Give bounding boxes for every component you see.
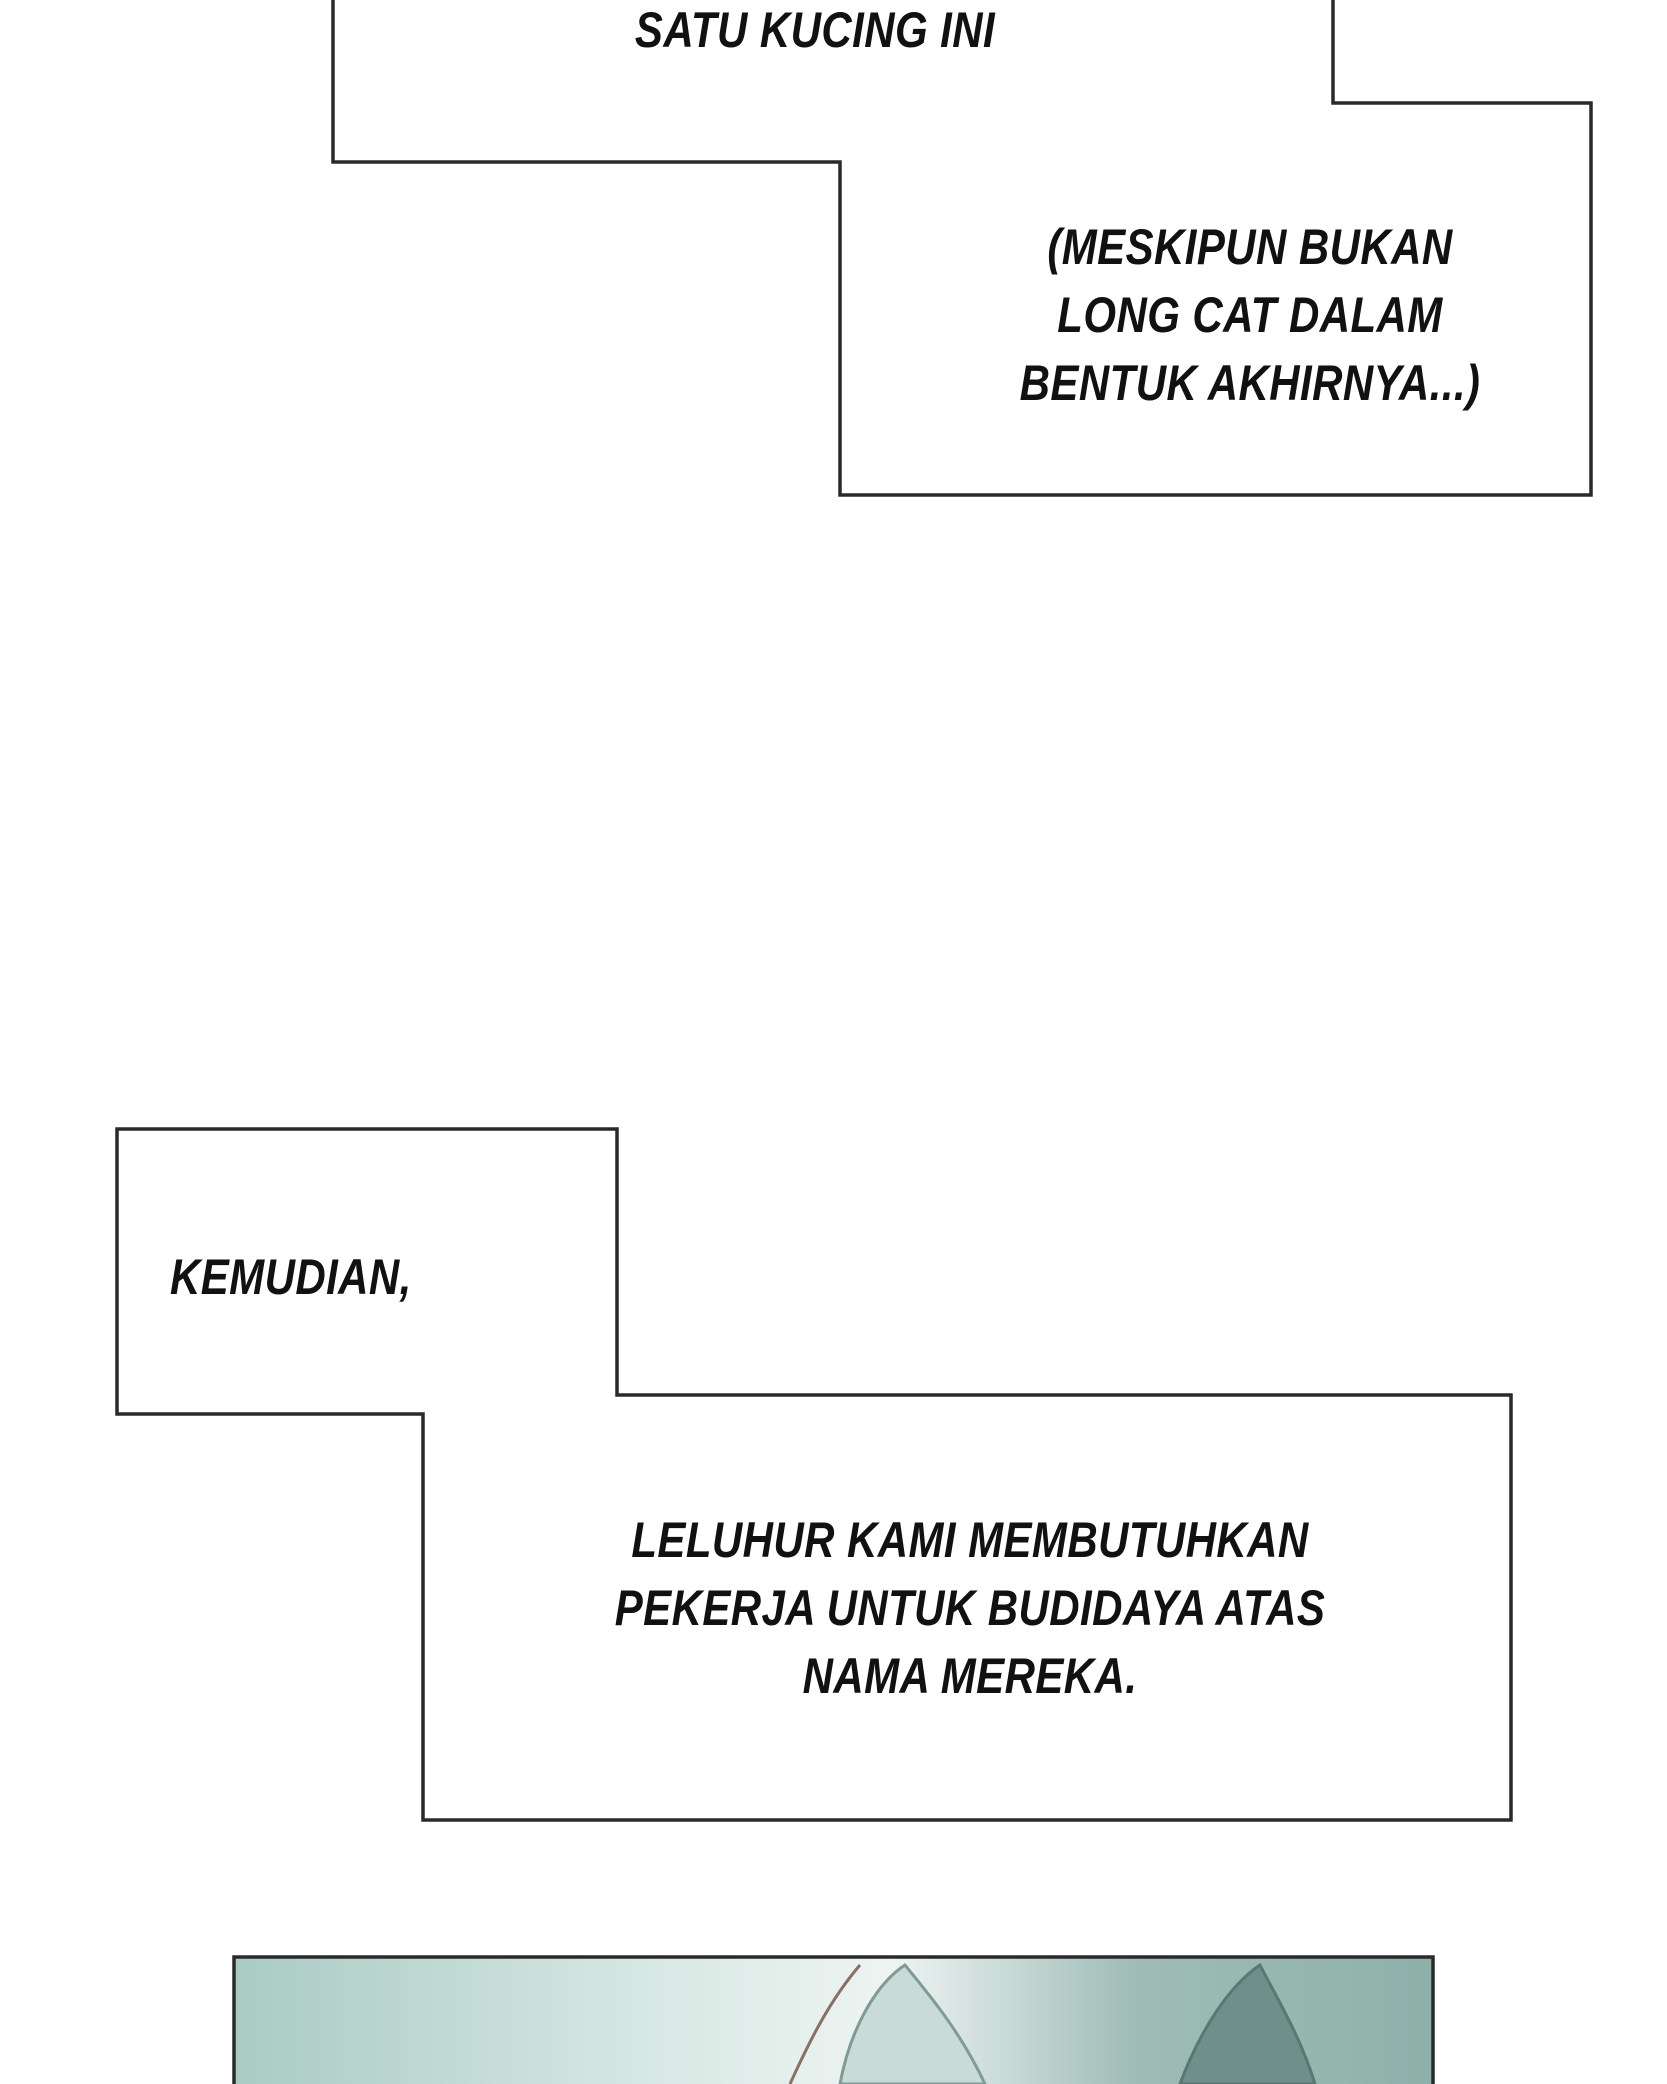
caption-line: SATU KUCING INI <box>634 2 996 58</box>
art-panel <box>234 1957 1433 2084</box>
caption-text-bottom-2 <box>592 1506 1348 1710</box>
caption-line: LONG CAT DALAM <box>1057 287 1443 343</box>
caption-line: LELUHUR KAMI MEMBUTUHKAN <box>631 1512 1309 1568</box>
caption-line: (MESKIPUN BUKAN <box>1047 219 1453 275</box>
caption-line: NAMA MEREKA. <box>802 1648 1138 1704</box>
caption-text-top-1 <box>601 0 1029 64</box>
caption-line: PEKERJA UNTUK BUDIDAYA ATAS <box>614 1580 1326 1636</box>
caption-line: KEMUDIAN, <box>170 1249 412 1305</box>
caption-text-bottom-1 <box>170 1243 506 1311</box>
caption-box-bottom <box>117 1129 1511 1820</box>
caption-text-top-2 <box>981 213 1519 417</box>
caption-line: BENTUK AKHIRNYA...) <box>1019 355 1481 411</box>
